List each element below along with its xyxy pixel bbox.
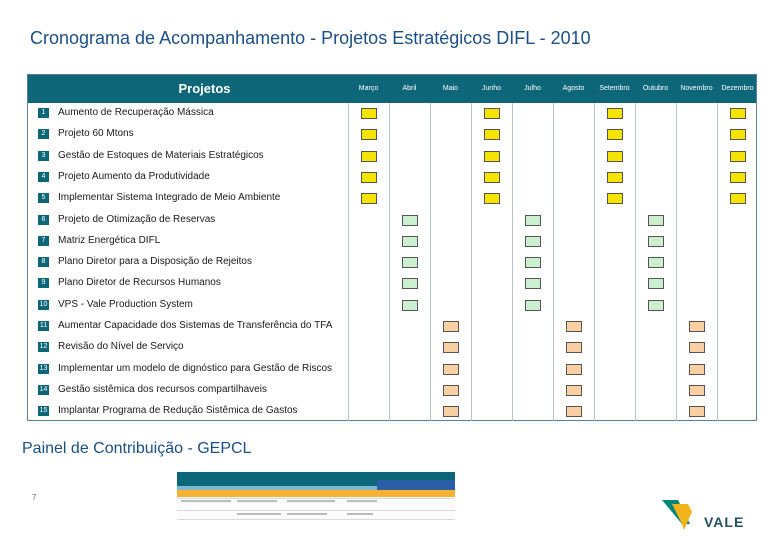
project-row bbox=[28, 234, 358, 250]
milestone-marker bbox=[689, 321, 705, 332]
project-name: Aumentar Capacidade dos Sistemas de Transferência do TFA bbox=[58, 320, 333, 331]
month-header: Junho bbox=[481, 85, 502, 92]
project-name: Plano Diretor de Recursos Humanos bbox=[58, 277, 221, 289]
milestone-marker bbox=[648, 278, 664, 289]
milestone-marker bbox=[689, 406, 705, 417]
milestone-marker bbox=[566, 406, 582, 417]
month-header: Dezembro bbox=[721, 85, 754, 92]
milestone-marker bbox=[443, 385, 459, 396]
milestone-marker bbox=[402, 257, 418, 268]
month-header: Maio bbox=[442, 85, 459, 92]
vale-logo-right-shape bbox=[672, 504, 692, 530]
project-number-badge: 5 bbox=[38, 193, 49, 203]
column-divider bbox=[594, 103, 595, 421]
milestone-marker bbox=[443, 321, 459, 332]
project-number-badge: 12 bbox=[39, 343, 48, 351]
project-number-badge: 13 bbox=[39, 364, 48, 372]
project-row bbox=[28, 298, 358, 314]
milestone-marker bbox=[525, 300, 541, 311]
project-number-badge: 14 bbox=[39, 385, 48, 393]
project-name: Projeto 60 Mtons bbox=[58, 128, 134, 140]
month-header: Setembro bbox=[599, 85, 630, 92]
milestone-marker bbox=[525, 257, 541, 268]
project-number-badge: 4 bbox=[38, 172, 49, 182]
month-header: Novembro bbox=[680, 85, 713, 92]
milestone-marker bbox=[730, 172, 746, 183]
milestone-marker bbox=[361, 172, 377, 183]
month-header: Julho bbox=[524, 85, 541, 92]
project-name: Plano Diretor para a Disposição de Rejeitos bbox=[58, 256, 252, 268]
milestone-marker bbox=[607, 129, 623, 140]
milestone-marker bbox=[648, 236, 664, 247]
milestone-marker bbox=[484, 172, 500, 183]
milestone-marker bbox=[361, 193, 377, 204]
project-number-badge: 11 bbox=[39, 322, 48, 329]
milestone-marker bbox=[566, 385, 582, 396]
project-name: Gestão sistêmica dos recursos compartilhaveis bbox=[58, 383, 267, 395]
project-row bbox=[28, 404, 358, 420]
milestone-marker bbox=[566, 342, 582, 353]
column-divider bbox=[676, 103, 677, 421]
project-number-badge: 10 bbox=[39, 300, 48, 308]
milestone-marker bbox=[402, 300, 418, 311]
month-header: Outubro bbox=[642, 85, 669, 92]
milestone-marker bbox=[648, 215, 664, 226]
milestone-marker bbox=[443, 342, 459, 353]
project-name: Implementar Sistema Integrado de Meio Ambiente bbox=[58, 192, 281, 204]
milestone-marker bbox=[361, 129, 377, 140]
project-row bbox=[28, 191, 358, 207]
project-row bbox=[28, 170, 358, 186]
project-row bbox=[28, 106, 358, 122]
project-number-badge: 6 bbox=[38, 215, 49, 225]
project-number-badge: 3 bbox=[38, 151, 49, 161]
milestone-marker bbox=[689, 385, 705, 396]
project-number-badge: 15 bbox=[39, 407, 48, 415]
milestone-marker bbox=[566, 321, 582, 332]
milestone-marker bbox=[648, 300, 664, 311]
column-divider bbox=[348, 103, 349, 421]
schedule-header bbox=[28, 75, 756, 103]
milestone-marker bbox=[443, 364, 459, 375]
milestone-marker bbox=[484, 129, 500, 140]
vale-logo-text: VALE bbox=[704, 514, 745, 530]
contribution-panel-thumbnail bbox=[177, 470, 455, 520]
page-number: 7 bbox=[32, 493, 37, 502]
project-row bbox=[28, 149, 358, 165]
project-row bbox=[28, 362, 358, 378]
milestone-marker bbox=[525, 236, 541, 247]
project-row bbox=[28, 276, 358, 292]
project-number-badge: 2 bbox=[38, 129, 49, 139]
projects-column-header: Projetos bbox=[178, 81, 231, 96]
milestone-marker bbox=[607, 193, 623, 204]
milestone-marker bbox=[484, 151, 500, 162]
project-name: Projeto de Otimização de Reservas bbox=[58, 213, 216, 225]
milestone-marker bbox=[730, 108, 746, 119]
project-name: Revisão do Nível de Serviço bbox=[58, 341, 184, 353]
project-row bbox=[28, 213, 358, 229]
project-number-badge: 9 bbox=[38, 278, 49, 288]
milestone-marker bbox=[689, 342, 705, 353]
project-row bbox=[28, 340, 358, 356]
milestone-marker bbox=[607, 172, 623, 183]
column-divider bbox=[471, 103, 472, 421]
project-name: Implementar um modelo de dignóstico para Gestão de Riscos bbox=[58, 362, 333, 374]
column-divider bbox=[430, 103, 431, 421]
milestone-marker bbox=[484, 108, 500, 119]
column-divider bbox=[553, 103, 554, 421]
milestone-marker bbox=[730, 193, 746, 204]
column-divider bbox=[717, 103, 718, 421]
painel-title: Painel de Contribuição - GEPCL bbox=[22, 440, 252, 457]
month-header: Abril bbox=[402, 85, 417, 92]
column-divider bbox=[635, 103, 636, 421]
milestone-marker bbox=[361, 108, 377, 119]
project-row bbox=[28, 255, 358, 271]
milestone-marker bbox=[730, 129, 746, 140]
milestone-marker bbox=[566, 364, 582, 375]
milestone-marker bbox=[402, 278, 418, 289]
milestone-marker bbox=[607, 151, 623, 162]
milestone-marker bbox=[402, 236, 418, 247]
project-row bbox=[28, 319, 358, 335]
milestone-marker bbox=[525, 215, 541, 226]
column-divider bbox=[512, 103, 513, 421]
month-header: Agosto bbox=[562, 85, 585, 92]
milestone-marker bbox=[484, 193, 500, 204]
milestone-marker bbox=[689, 364, 705, 375]
schedule-table bbox=[27, 74, 757, 421]
milestone-marker bbox=[402, 215, 418, 226]
project-number-badge: 8 bbox=[38, 257, 49, 267]
project-row bbox=[28, 127, 358, 143]
column-divider bbox=[389, 103, 390, 421]
project-name: Implantar Programa de Redução Sistêmica de Gastos bbox=[58, 405, 298, 417]
month-header: Março bbox=[358, 85, 379, 92]
project-name: Matriz Energética DIFL bbox=[58, 234, 161, 246]
milestone-marker bbox=[525, 278, 541, 289]
project-row bbox=[28, 383, 358, 399]
project-name: Gestão de Estoques de Materiais Estratégicos bbox=[58, 149, 264, 161]
milestone-marker bbox=[443, 406, 459, 417]
project-number-badge: 7 bbox=[38, 236, 49, 246]
page-title: Cronograma de Acompanhamento - Projetos Estratégicos DIFL - 2010 bbox=[30, 28, 591, 48]
project-name: VPS - Vale Production System bbox=[58, 298, 193, 310]
project-name: Aumento de Recuperação Mássica bbox=[58, 107, 214, 118]
project-number-badge: 1 bbox=[38, 108, 49, 118]
milestone-marker bbox=[730, 151, 746, 162]
milestone-marker bbox=[361, 151, 377, 162]
milestone-marker bbox=[648, 257, 664, 268]
project-name: Projeto Aumento da Produtividade bbox=[58, 170, 210, 182]
milestone-marker bbox=[607, 108, 623, 119]
